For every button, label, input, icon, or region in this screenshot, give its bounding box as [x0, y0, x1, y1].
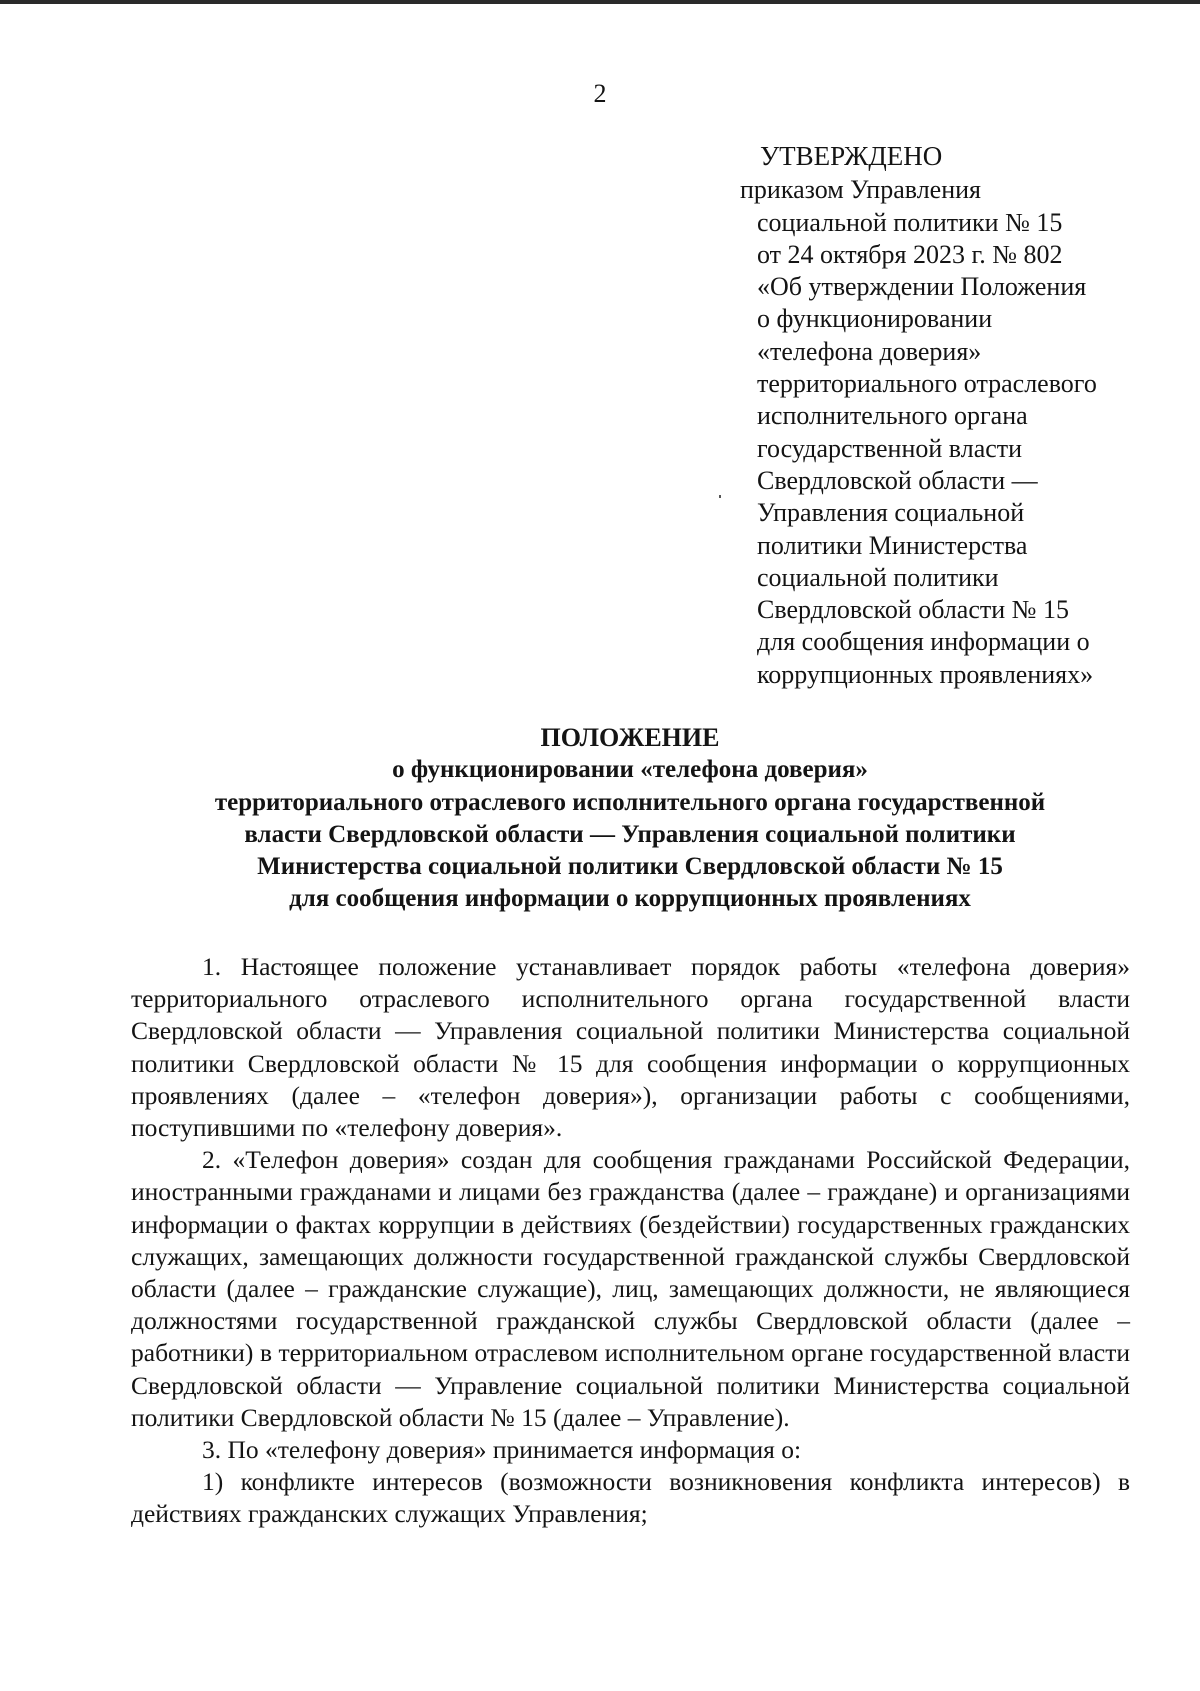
approval-line: «телефона доверия»: [757, 336, 982, 366]
approval-line: коррупционных проявлениях»: [757, 659, 1094, 689]
page-top-border: [0, 0, 1200, 4]
approval-line: от 24 октября 2023 г. № 802: [757, 239, 1063, 269]
paragraph-1: 1. Настоящее положение устанавливает порядок работы «телефона доверия» территориального отраслевого исполнительного органа государственной власти Свердловской области — Управления социальной политики Министерства социальной политики Свердловской области № 15 для сообщения информации о коррупционных проявлениях (далее – «телефон доверия»), организации работы с сообщениями, поступившими по «телефону доверия».: [131, 952, 1130, 1143]
document-subtitle-line: власти Свердловской области — Управления социальной политики: [244, 820, 1016, 848]
approval-line: социальной политики: [757, 562, 999, 592]
approval-line: государственной власти: [757, 433, 1023, 463]
approval-stamp: УТВЕРЖДЕНО: [760, 141, 943, 171]
document-subtitle-line: территориального отраслевого исполнительного органа государственной: [214, 788, 1046, 816]
approval-line: Управления социальной: [757, 498, 1025, 528]
document-body: [131, 951, 1130, 1531]
document-subtitle-line: для сообщения информации о коррупционных проявлениях: [289, 885, 971, 913]
document-subtitle-line: о функционировании «телефона доверия»: [392, 756, 868, 784]
scan-speck: [719, 495, 721, 498]
document-heading: [110, 722, 1150, 916]
approval-line: Свердловской области № 15: [757, 595, 1069, 625]
paragraph-3-item-1: 1) конфликте интересов (возможности возникновения конфликта интересов) в действиях гражданских служащих Управления;: [131, 1467, 1130, 1529]
approval-block: [740, 140, 1140, 691]
approval-line: о функционировании: [757, 304, 993, 334]
approval-line: исполнительного органа: [757, 401, 1028, 431]
approval-line: социальной политики № 15: [757, 207, 1063, 237]
paragraph-3: 3. По «телефону доверия» принимается информация о:: [202, 1435, 802, 1465]
page-number: 2: [593, 79, 607, 108]
approval-line: приказом Управления: [740, 175, 981, 205]
approval-line: территориального отраслевого: [757, 369, 1097, 399]
approval-line: для сообщения информации о: [757, 627, 1090, 657]
document-title: ПОЛОЖЕНИЕ: [540, 723, 720, 752]
document-subtitle-line: Министерства социальной политики Свердловской области № 15: [257, 853, 1003, 881]
approval-line: политики Министерства: [757, 530, 1028, 560]
paragraph-2: 2. «Телефон доверия» создан для сообщения гражданами Российской Федерации, иностранными гражданами и лицами без гражданства (далее – граждане) и организациями информации о фактах коррупции в действиях (бездействии) государственных гражданских служащих, замещающих должности государственной гражданской службы Свердловской области (далее – гражданские служащие), лиц, замещающих должности, не являющиеся должностями государственной гражданской службы Свердловской области (далее – работники) в территориальном отраслевом исполнительном органе государственной власти Свердловской области — Управление социальной политики Министерства социальной политики Свердловской области № 15 (далее – Управление).: [131, 1145, 1130, 1432]
approval-line: Свердловской области —: [757, 465, 1038, 495]
approval-line: «Об утверждении Положения: [757, 272, 1087, 302]
